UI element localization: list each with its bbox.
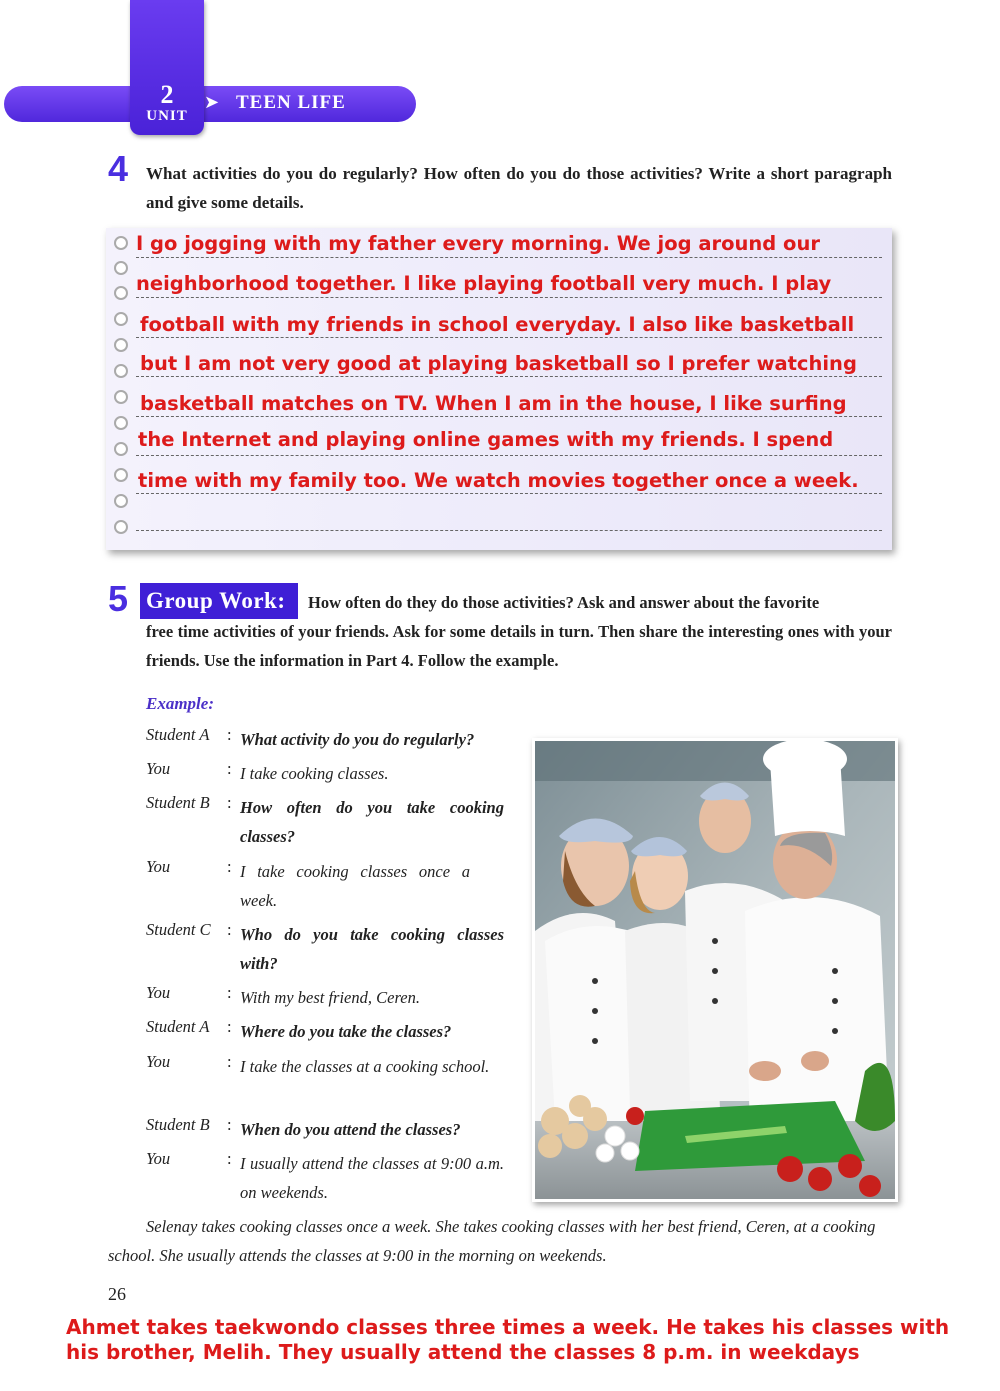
unit-label: UNIT — [146, 108, 188, 124]
speaker-label: You — [146, 857, 171, 876]
dialogue-line: I take cooking classes. — [240, 764, 389, 783]
speaker-label: Student C — [146, 920, 211, 939]
speaker-label: You — [146, 983, 171, 1002]
writing-line — [136, 416, 882, 417]
chevron-right-icon: ➤ — [204, 92, 220, 113]
ring-icon — [114, 312, 128, 326]
speaker-label: You — [146, 1149, 171, 1168]
ring-icon — [114, 442, 128, 456]
writing-line — [136, 530, 882, 531]
writing-line — [136, 493, 882, 494]
answer-line: I go jogging with my father every morning. We jog around our — [136, 232, 820, 255]
section5-instruction: free time activities of your friends. Ask for some details in turn. Then share the interesting ones with your friends. Use the information in Part 4. Follow the example. — [146, 622, 892, 670]
ring-icon — [114, 286, 128, 300]
group-work-label: Group Work: — [140, 583, 298, 619]
writing-line — [136, 257, 882, 258]
speaker-label: You — [146, 1052, 171, 1071]
answer-notebook — [106, 228, 892, 550]
ring-icon — [114, 468, 128, 482]
speaker-label: Student B — [146, 1115, 210, 1134]
section5-instruction-line1: How often do they do those activities? Ask and answer about the favorite — [308, 593, 820, 612]
speaker-label: Student A — [146, 725, 210, 744]
answer-line: the Internet and playing online games with my friends. I spend — [138, 428, 834, 451]
section4-instruction: What activities do you do regularly? How often do you do those activities? Write a short paragraph and give some details. — [146, 164, 892, 212]
dialogue-line: What activity do you do regularly? — [240, 730, 475, 749]
speaker-label: Student A — [146, 1017, 210, 1036]
dialogue-line: Where do you take the classes? — [240, 1022, 452, 1041]
speaker-label: Student B — [146, 793, 210, 812]
section-number-5: 5 — [108, 578, 129, 619]
unit-tab — [130, 0, 204, 135]
answer-line: basketball matches on TV. When I am in the house, I like surfing — [140, 392, 847, 415]
dialogue-line: How often do you take cooking classes? — [240, 798, 504, 846]
writing-line — [136, 297, 882, 298]
writing-line — [136, 337, 882, 338]
summary-paragraph: Selenay takes cooking classes once a week. She takes cooking classes with her best friend, Ceren, at a cooking school. She usually attends the classes at 9:00 in the morning on weekends. — [108, 1217, 876, 1265]
page-number: 26 — [108, 1284, 126, 1304]
ring-icon — [114, 416, 128, 430]
answer-line: time with my family too. We watch movies together once a week. — [138, 469, 859, 492]
cooking-class-photo — [532, 738, 898, 1202]
dialogue-line: I take the classes at a cooking school. — [240, 1057, 490, 1076]
answer-line: neighborhood together. I like playing football very much. I play — [136, 272, 832, 295]
speaker-label: You — [146, 759, 171, 778]
student-answer: Ahmet takes taekwondo classes three times a week. He takes his classes with his brother, Melih. They usually attend the classes 8 p.m. in weekdays — [66, 1315, 950, 1364]
writing-line — [136, 455, 882, 456]
dialogue-line: I usually attend the classes at 9:00 a.m. on weekends. — [240, 1154, 504, 1202]
unit-title: TEEN LIFE — [236, 92, 346, 113]
writing-line — [136, 376, 882, 377]
section-number-4: 4 — [108, 148, 129, 189]
answer-line: football with my friends in school everyday. I also like basketball — [140, 313, 855, 336]
example-label: Example: — [146, 694, 214, 713]
dialogue-line: Who do you take cooking classes with? — [240, 925, 504, 973]
ring-icon — [114, 236, 128, 250]
ring-icon — [114, 390, 128, 404]
ring-icon — [114, 520, 128, 534]
ring-icon — [114, 338, 128, 352]
ring-icon — [114, 261, 128, 275]
unit-number: 2 — [160, 80, 174, 109]
ring-icon — [114, 494, 128, 508]
answer-line: but I am not very good at playing basketball so I prefer watching — [140, 352, 857, 375]
ring-icon — [114, 364, 128, 378]
dialogue-line: When do you attend the classes? — [240, 1120, 461, 1139]
dialogue-line: I take cooking classes once a week. — [240, 862, 470, 910]
dialogue-line: With my best friend, Ceren. — [240, 988, 420, 1007]
